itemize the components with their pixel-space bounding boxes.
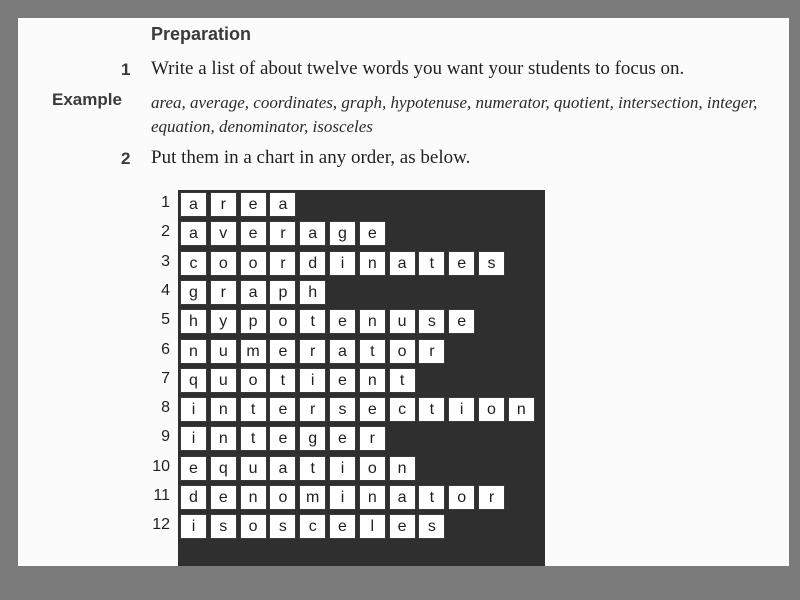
row-number: 2 [161,223,170,241]
letter-cell: u [210,339,237,364]
letter-cell: o [240,368,267,393]
letter-cell: o [240,514,267,539]
letter-cell: e [329,368,356,393]
letter-cell: s [418,309,445,334]
letter-cell: i [180,426,207,451]
letter-cell: e [269,426,296,451]
page [18,18,789,566]
letter-cell: t [299,456,326,481]
letter-cell: y [210,309,237,334]
letter-cell: n [359,251,386,276]
letter-cell: n [359,485,386,510]
letter-cell: i [329,485,356,510]
letter-cell: e [359,221,386,246]
letter-cell: t [418,251,445,276]
letter-cell: s [329,397,356,422]
section-heading: Preparation [151,24,252,44]
row-number: 10 [152,457,170,475]
example-label: Example [52,90,122,109]
letter-cell: q [210,456,237,481]
letter-cell: i [329,456,356,481]
letter-cell: e [329,426,356,451]
letter-cell: i [299,368,326,393]
row-number: 8 [161,399,170,417]
letter-cell: r [210,192,237,217]
letter-cell: e [240,192,267,217]
letter-cell: e [240,221,267,246]
letter-cell: c [180,251,207,276]
letter-cell: o [448,485,475,510]
letter-cell: e [210,485,237,510]
step-1-number: 1 [121,60,131,79]
row-number: 12 [152,516,170,534]
letter-cell: a [329,339,356,364]
letter-cell: a [299,221,326,246]
letter-cell: c [299,514,326,539]
letter-cell: c [389,397,416,422]
letter-cell: n [180,339,207,364]
row-number: 5 [161,311,170,329]
letter-cell: n [240,485,267,510]
letter-cell: r [299,397,326,422]
letter-cell: a [240,280,267,305]
step-1-text: Write a list of about twelve words you want your students to focus on. [151,58,685,79]
letter-cell: g [180,280,207,305]
letter-cell: m [299,485,326,510]
letter-cell: t [240,426,267,451]
letter-cell: o [210,251,237,276]
letter-cell: v [210,221,237,246]
letter-cell: o [240,251,267,276]
letter-cell: t [418,397,445,422]
letter-cell: r [210,280,237,305]
example-text: area, average, coordinates, graph, hypotenuse, numerator, quotient, intersection, integer, equation, denominator, isosceles [151,93,758,136]
letter-cell: n [210,426,237,451]
letter-cell: a [180,221,207,246]
letter-cell: a [180,192,207,217]
letter-cell: g [299,426,326,451]
row-number: 4 [161,281,170,299]
letter-cell: e [180,456,207,481]
letter-cell: h [180,309,207,334]
letter-cell: o [478,397,505,422]
letter-cell: i [448,397,475,422]
letter-cell: u [240,456,267,481]
letter-cell: m [240,339,267,364]
letter-cell: i [329,251,356,276]
letter-cell: e [448,309,475,334]
letter-cell: d [299,251,326,276]
letter-cell: p [269,280,296,305]
row-number: 3 [161,252,170,270]
letter-cell: l [359,514,386,539]
letter-cell: a [389,485,416,510]
letter-cell: o [359,456,386,481]
letter-cell: u [389,309,416,334]
letter-cell: s [210,514,237,539]
step-2-number: 2 [121,149,131,168]
row-number: 9 [161,428,170,446]
letter-cell: e [269,339,296,364]
letter-cell: o [269,309,296,334]
letter-cell: r [269,251,296,276]
step-2-text: Put them in a chart in any order, as below. [151,147,471,168]
letter-cell: e [448,251,475,276]
letter-cell: u [210,368,237,393]
letter-cell: s [478,251,505,276]
row-number: 1 [161,194,170,211]
letter-cell: n [359,368,386,393]
letter-cell: d [180,485,207,510]
letter-cell: n [210,397,237,422]
letter-cell: i [180,514,207,539]
letter-cell: t [299,309,326,334]
letter-cell: p [240,309,267,334]
letter-cell: i [180,397,207,422]
letter-cell: t [240,397,267,422]
letter-cell: a [269,456,296,481]
letter-cell: t [359,339,386,364]
letter-cell: e [269,397,296,422]
letter-cell: e [329,309,356,334]
letter-cell: t [269,368,296,393]
letter-cell: r [299,339,326,364]
letter-cell: s [269,514,296,539]
letter-cell: o [269,485,296,510]
letter-cell: n [508,397,535,422]
letter-cell: s [418,514,445,539]
row-number: 6 [161,340,170,358]
row-number: 7 [161,369,170,387]
letter-cell: e [329,514,356,539]
letter-cell: e [389,514,416,539]
letter-cell: g [329,221,356,246]
letter-cell: e [359,397,386,422]
letter-cell: r [269,221,296,246]
row-number: 11 [153,487,170,504]
letter-cell: r [478,485,505,510]
letter-cell: n [359,309,386,334]
letter-cell: r [418,339,445,364]
letter-cell: q [180,368,207,393]
letter-cell: a [269,192,296,217]
letter-cell: r [359,426,386,451]
letter-cell: n [389,456,416,481]
letter-cell: h [299,280,326,305]
letter-cell: a [389,251,416,276]
letter-cell: t [389,368,416,393]
letter-cell: o [389,339,416,364]
letter-cell: t [418,485,445,510]
